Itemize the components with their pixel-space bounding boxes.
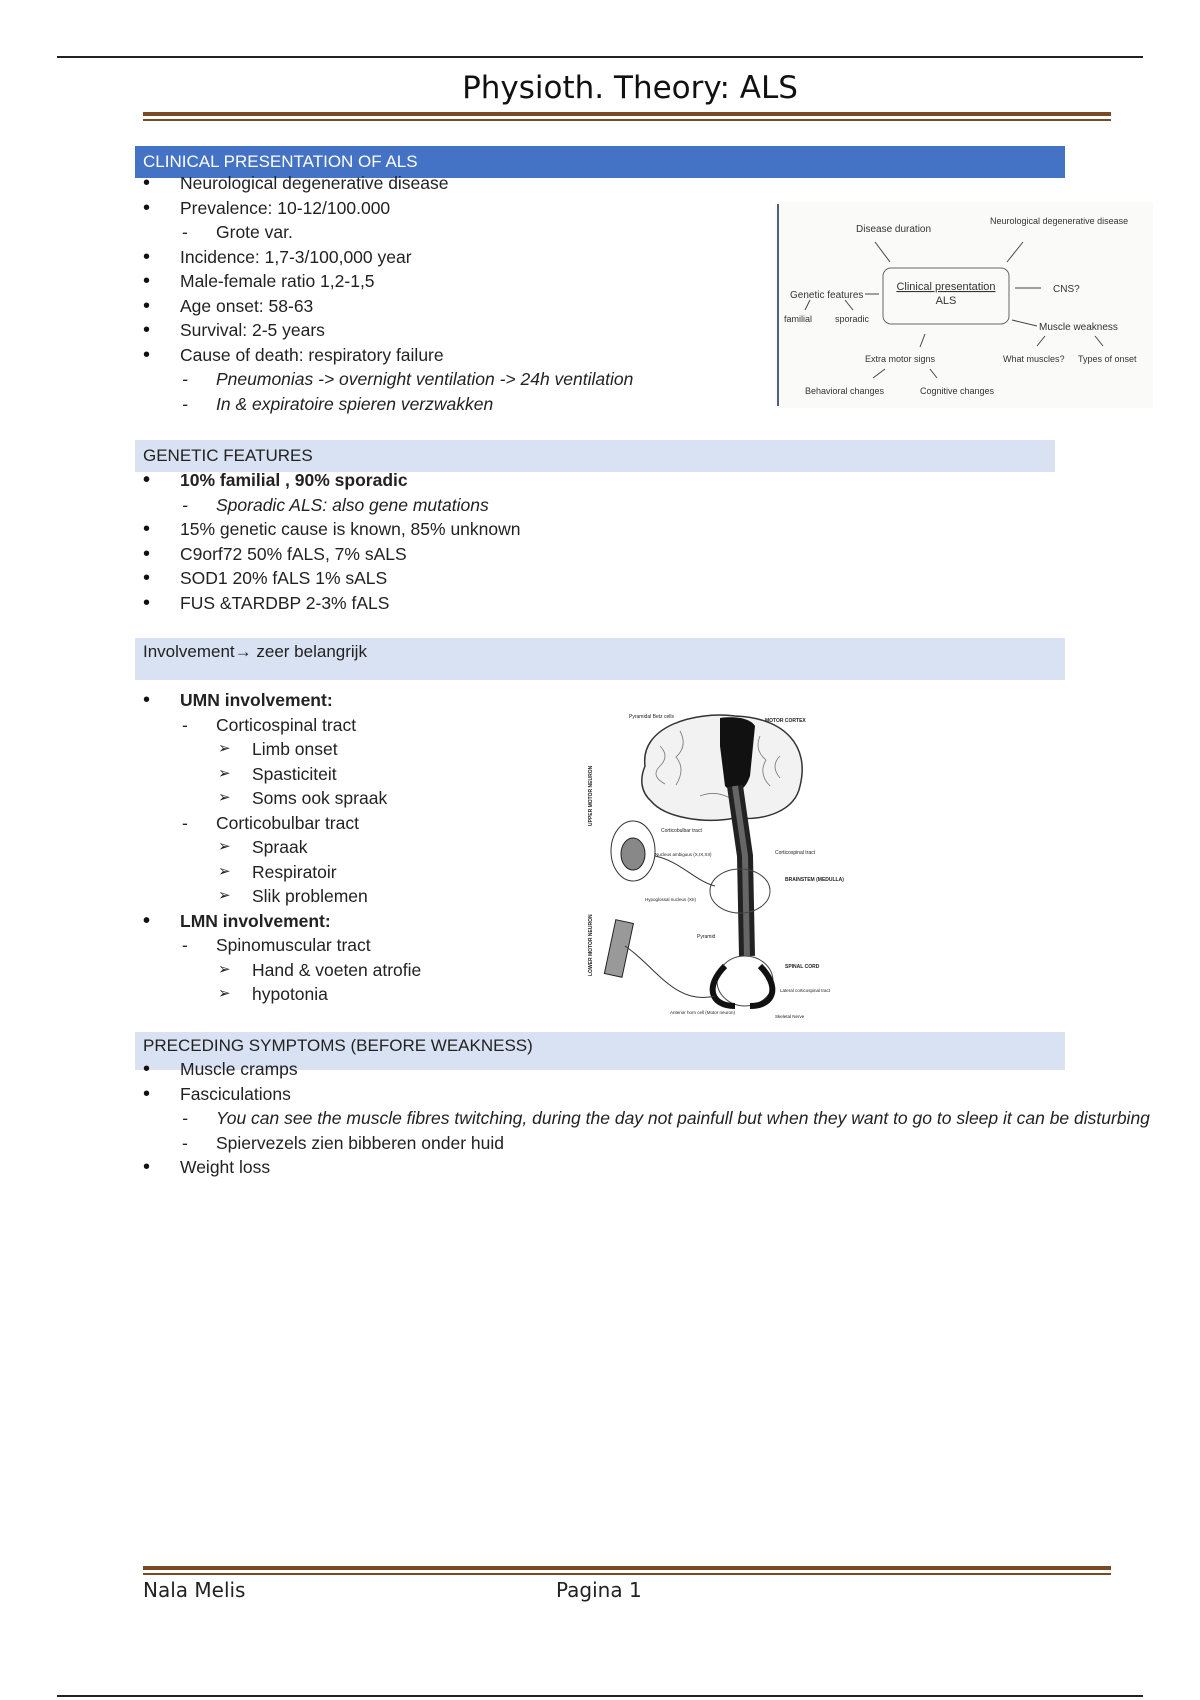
list-item: • Muscle cramps: [140, 1057, 1166, 1082]
list-item: - You can see the muscle fibres twitching, during the day not painfull but when they want to go to sleep it can be disturbing: [140, 1106, 1166, 1131]
section-heading-clinical: CLINICAL PRESENTATION OF ALS: [135, 146, 1065, 178]
list-item: • Weight loss: [140, 1155, 1166, 1180]
mindmap-node: sporadic: [835, 314, 870, 324]
list-item: • Male-female ratio 1,2-1,5: [140, 269, 633, 294]
list-item: ➢ Slik problemen: [140, 884, 421, 909]
list-item: • FUS &TARDBP 2-3% fALS: [140, 591, 521, 616]
footer-page-number: Pagina 1: [556, 1578, 642, 1602]
list-item: - In & expiratoire spieren verzwakken: [140, 392, 633, 417]
list-item: - Corticospinal tract: [140, 713, 421, 738]
mindmap-node: Muscle weakness: [1039, 322, 1118, 333]
figure-label: Corticobulbar tract: [661, 828, 702, 834]
section-heading-involvement: Involvement→ zeer belangrijk: [135, 638, 1065, 680]
mindmap-node: CNS?: [1053, 284, 1080, 295]
figure-label: LOWER MOTOR NEURON: [588, 914, 594, 976]
preceding-list: [140, 1057, 1166, 1180]
motor-pathway-figure: [585, 706, 850, 1024]
list-item: - Spinomuscular tract: [140, 933, 421, 958]
figure-label: UPPER MOTOR NEURON: [588, 765, 594, 826]
mindmap-center-line2: ALS: [935, 295, 957, 307]
figure-label: Nucleus ambiguus (X,IX,XII): [655, 852, 712, 857]
figure-label: Skeletal Nerve: [775, 1014, 805, 1019]
list-item: - Grote var.: [140, 220, 633, 245]
mindmap-node: Disease duration: [856, 224, 932, 235]
mindmap-node: Genetic features: [790, 290, 864, 301]
figure-label: Hypoglossal nucleus (XII): [645, 897, 697, 902]
mindmap-figure: [775, 202, 1153, 408]
bottom-border-line: [57, 1695, 1143, 1697]
list-item: - Pneumonias -> overnight ventilation -> 24h ventilation: [140, 367, 633, 392]
umn-label: UMN involvement:: [180, 690, 333, 710]
page-title: Physioth. Theory: ALS: [462, 70, 798, 106]
mindmap-node: Behavioral changes: [805, 386, 885, 396]
mindmap-node: Extra motor signs: [865, 354, 936, 364]
list-item: • SOD1 20% fALS 1% sALS: [140, 566, 521, 591]
top-border-line: [57, 56, 1143, 58]
list-item: • Incidence: 1,7-3/100,000 year: [140, 245, 633, 270]
mindmap-node: familial: [784, 314, 813, 324]
list-item: • 10% familial , 90% sporadic: [140, 468, 521, 493]
mindmap-node: Cognitive changes: [920, 386, 995, 396]
list-item: ➢ hypotonia: [140, 982, 421, 1007]
list-item: ➢ Spasticiteit: [140, 762, 421, 787]
involvement-list: [140, 688, 421, 1007]
figure-label: MOTOR CORTEX: [765, 718, 806, 724]
figure-label: BRAINSTEM (MEDULLA): [785, 877, 844, 883]
list-item: ➢ Spraak: [140, 835, 421, 860]
mindmap-node: What muscles?: [1003, 354, 1065, 364]
figure-label: Pyramid: [697, 934, 716, 940]
list-item: [140, 688, 421, 713]
list-item: • Age onset: 58-63: [140, 294, 633, 319]
figure-label: Corticospinal tract: [775, 850, 816, 856]
clinical-list: [140, 171, 633, 416]
list-item: ➢ Soms ook spraak: [140, 786, 421, 811]
list-item: • Fasciculations: [140, 1082, 1166, 1107]
mindmap-node: Neurological degenerative disease: [990, 216, 1129, 226]
list-item: • Neurological degenerative disease: [140, 171, 633, 196]
list-item: ➢ Limb onset: [140, 737, 421, 762]
list-item: • 15% genetic cause is known, 85% unknown: [140, 517, 521, 542]
figure-label: Lateral corticospinal tract: [780, 988, 831, 993]
list-item: • Prevalence: 10-12/100.000: [140, 196, 633, 221]
list-item: • Survival: 2-5 years: [140, 318, 633, 343]
list-item: - Spiervezels zien bibberen onder huid: [140, 1131, 1166, 1156]
mindmap-node: Types of onset: [1078, 354, 1137, 364]
figure-label: SPINAL CORD: [785, 964, 820, 970]
list-item: ➢ Respiratoir: [140, 860, 421, 885]
list-item: • LMN involvement:: [140, 909, 421, 934]
footer-author: Nala Melis: [143, 1578, 246, 1602]
list-item: • C9orf72 50% fALS, 7% sALS: [140, 542, 521, 567]
footer-rule: [143, 1566, 1111, 1575]
list-item: ➢ Hand & voeten atrofie: [140, 958, 421, 983]
section-heading-genetic: GENETIC FEATURES: [135, 440, 1055, 472]
list-item: - Corticobulbar tract: [140, 811, 421, 836]
figure-label: Pyramidal Betz cells: [629, 714, 675, 720]
genetic-list: [140, 468, 521, 615]
mindmap-center-line1: Clinical presentation: [896, 281, 996, 293]
figure-label: Anterior horn cell (Motor neuron): [670, 1010, 736, 1015]
list-item: - Sporadic ALS: also gene mutations: [140, 493, 521, 518]
title-underline: [143, 112, 1111, 121]
section-heading-preceding: PRECEDING SYMPTOMS (BEFORE WEAKNESS): [135, 1032, 1065, 1070]
list-item: • Cause of death: respiratory failure: [140, 343, 633, 368]
